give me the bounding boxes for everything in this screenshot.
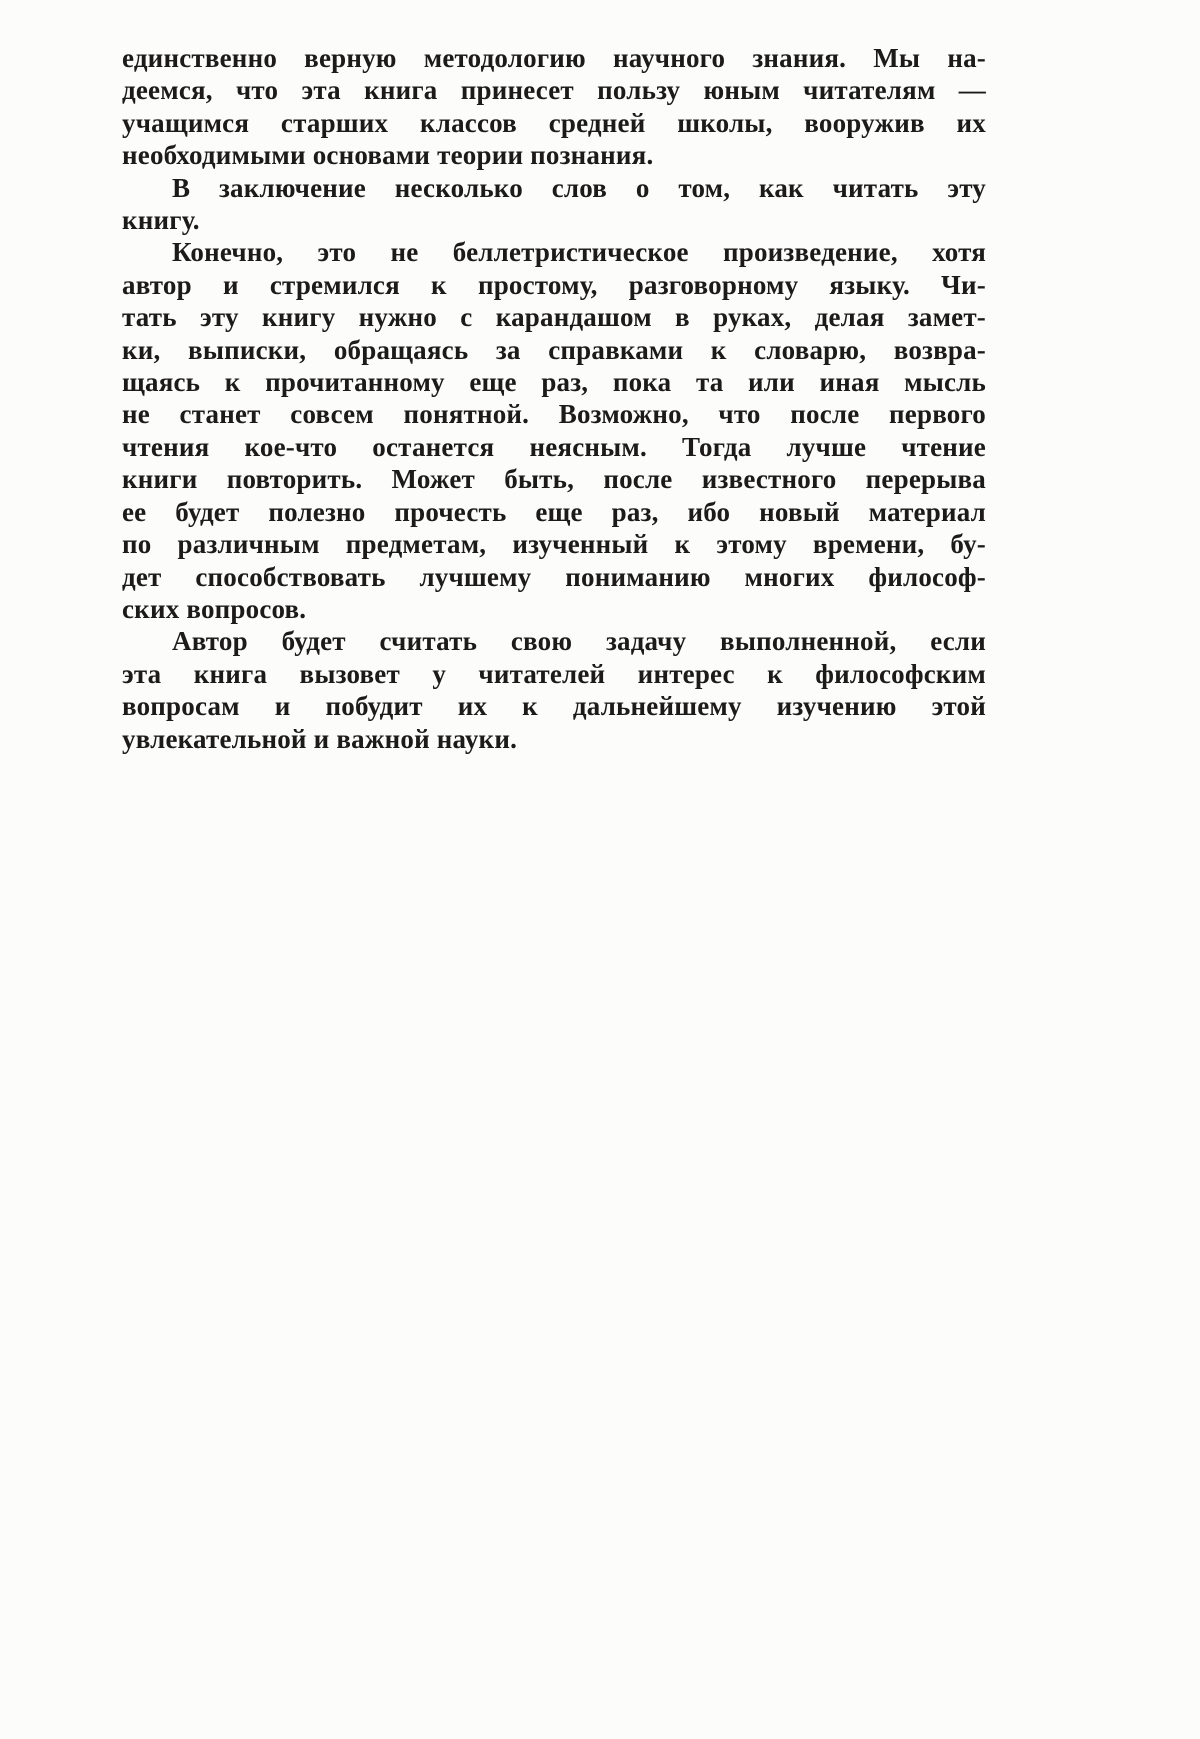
text-line: В заключение несколько слов о том, как читать эту [172, 172, 986, 203]
text-line: книги повторить. Может быть, после известного перерыва [122, 464, 986, 495]
text-line: единственно верную методологию научного знания. Мы на- [122, 43, 986, 73]
paragraph [122, 236, 986, 625]
text-line: тать эту книгу нужно с карандашом в руках, делая замет- [122, 302, 986, 333]
paragraph [122, 172, 986, 237]
text-line: автор и стремился к простому, разговорному языку. Чи- [122, 269, 986, 300]
text-line: увлекательной и важной науки. [122, 723, 518, 754]
text-line: по различным предметам, изученный к этому времени, бу- [122, 529, 986, 560]
text-block [122, 42, 986, 755]
text-line: ских вопросов. [122, 593, 307, 624]
text-line: необходимыми основами теории познания. [122, 140, 654, 171]
text-line: дет способствовать лучшему пониманию многих философ- [122, 561, 986, 592]
text-line: деемся, что эта книга принесет пользу юным читателям — [122, 75, 986, 106]
text-line: ее будет полезно прочесть еще раз, ибо новый материал [122, 496, 986, 527]
text-line: вопросам и побудит их к дальнейшему изучению этой [122, 691, 986, 722]
text-line: не станет совсем понятной. Возможно, что после первого [122, 399, 986, 430]
text-line: Конечно, это не беллетристическое произведение, хотя [172, 237, 986, 268]
text-line: чтения кое-что останется неясным. Тогда лучше чтение [122, 431, 986, 462]
text-line: Автор будет считать свою задачу выполненной, если [172, 626, 986, 657]
text-line: учащимся старших классов средней школы, вооружив их [122, 107, 986, 138]
text-line: эта книга вызовет у читателей интерес к философским [122, 658, 986, 689]
text-line: ки, выписки, обращаясь за справками к словарю, возвра- [122, 334, 986, 365]
text-line: щаясь к прочитанному еще раз, пока та или иная мысль [122, 367, 986, 398]
paragraph [122, 625, 986, 755]
paragraph [122, 42, 986, 172]
text-line: книгу. [122, 205, 200, 236]
